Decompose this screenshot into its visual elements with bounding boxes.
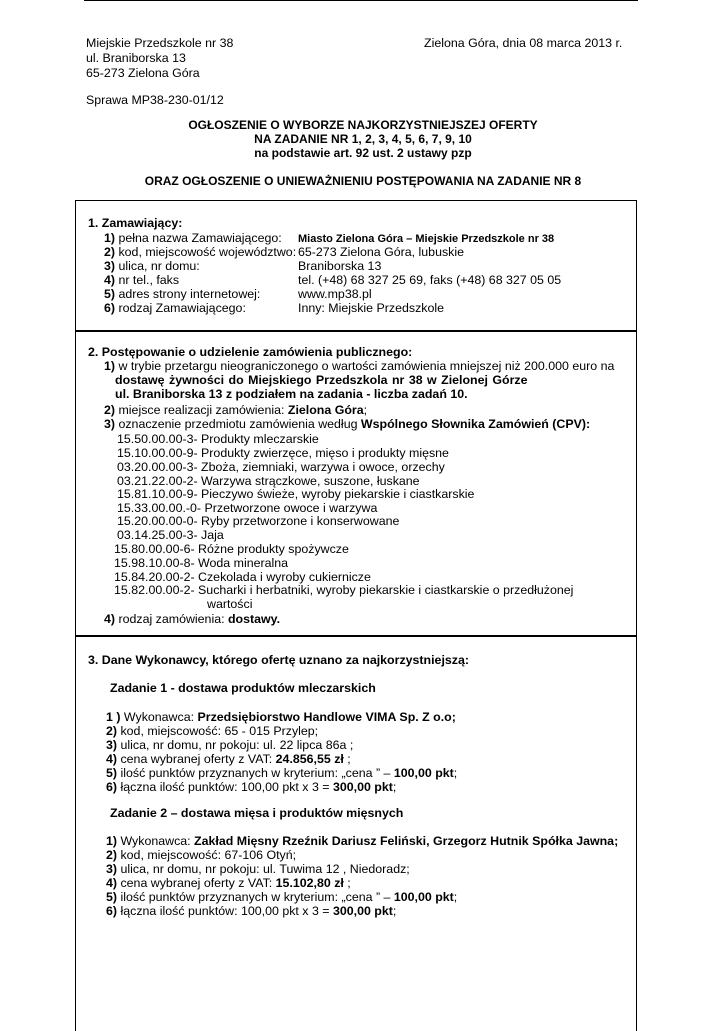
task-2-total-points: 6) łączna ilość punktów: 100,00 pkt x 3 = 300,00 pkt; [106,904,397,918]
cpv-item: 15.82.00.00-2- Sucharki i herbatniki, wyroby piekarskie i ciastkarskie o przedłużonej [114,583,574,597]
title-line-1: OGŁOSZENIE O WYBORZE NAJKORZYSTNIEJSZEJ OFERTY [188,118,538,132]
section-1-row: 5) adres strony internetowej: [104,287,261,301]
section-2-point-1-bold: dostawę żywności do Miejskiego Przedszkola nr 38 w Zielonej Górze [115,373,528,387]
task-2-points: 5) ilość punktów przyznanych w kryterium: „cena ” – 100,00 pkt; [106,890,458,904]
task-1-points: 5) ilość punktów przyznanych w kryterium: „cena ” – 100,00 pkt; [106,766,458,780]
cpv-item: 03.14.25.00-3- Jaja [117,528,224,542]
section-1-row: 2) kod, miejscowość województwo: [104,245,297,259]
title-line-3: na podstawie art. 92 ust. 2 ustawy pzp [254,146,472,160]
task-1-street: 3) ulica, nr domu, nr pokoju: ul. 22 lipca 86a ; [106,738,354,752]
task-2-street: 3) ulica, nr domu, nr pokoju: ul. Tuwima 12 , Niedoradz; [106,862,410,876]
section-3-heading: 3. Dane Wykonawcy, którego ofertę uznano za najkorzystniejszą: [88,653,469,667]
task-2-postcode: 2) kod, miejscowość: 67-106 Otyń; [106,848,297,862]
section-2-heading: 2. Postępowanie o udzielenie zamówienia publicznego: [88,345,413,359]
case-number: Sprawa MP38-230-01/12 [86,93,224,107]
sender-line: ul. Braniborska 13 [86,51,186,65]
task-1-price: 4) cena wybranej oferty z VAT: 24.856,55 zł ; [106,752,351,766]
sender-line: 65-273 Zielona Góra [86,66,200,80]
cpv-item: 15.80.00.00-6- Różne produkty spożywcze [114,542,349,556]
cpv-item: 15.10.00.00-9- Produkty zwierzęce, mięso i produkty mięsne [117,446,449,460]
sender-address [86,36,233,81]
cpv-item: 15.20.00.00-0- Ryby przetworzone i konserwowane [117,514,400,528]
section-2-point-4: 4) rodzaj zamówienia: dostawy. [104,612,281,626]
cpv-item: 15.50.00.00-3- Produkty mleczarskie [117,432,319,446]
task-1-postcode: 2) kod, miejscowość: 65 - 015 Przylep; [106,724,319,738]
title-line-2: NA ZADANIE NR 1, 2, 3, 4, 5, 6, 7, 9, 10 [254,132,472,146]
section-1-heading: 1. Zamawiający: [88,216,183,230]
task-2-contractor: 1) Wykonawca: Zakład Mięsny Rzeźnik Dariusz Feliński, Grzegorz Hutnik Spółka Jawna; [106,834,619,848]
cpv-item: 15.33.00.00.-0- Przetworzone owoce i warzywa [117,501,378,515]
section-1-row: 1) pełna nazwa Zamawiającego: [104,231,282,245]
section-2-point-2: 2) miejsce realizacji zamówienia: Zielona Góra; [104,403,368,417]
cpv-item: 15.81.10.00-9- Pieczywo świeże, wyroby piekarskie i ciastkarskie [117,487,475,501]
title-line-4: ORAZ OGŁOSZENIE O UNIEWAŻNIENIU POSTĘPOWANIA NA ZADANIE NR 8 [144,174,582,188]
section-2-point-1-bold: ul. Braniborska 13 z podziałem na zadania - liczba zadań 10. [115,387,468,401]
section-1-box [75,200,637,332]
top-rule [84,0,638,1]
task-2-price: 4) cena wybranej oferty z VAT: 15.102,80 zł ; [106,876,351,890]
task-1-title: Zadanie 1 - dostawa produktów mleczarskich [110,681,376,695]
document-date: Zielona Góra, dnia 08 marca 2013 r. [424,36,623,50]
cpv-item: 15.98.10.00-8- Woda mineralna [114,556,289,570]
cpv-item: 03.20.00.00-3- Zboża, ziemniaki, warzywa i owoce, orzechy [117,460,445,474]
sender-line: Miejskie Przedszkole nr 38 [86,36,234,50]
section-1-value: Miasto Zielona Góra – Miejskie Przedszkole nr 38 [298,233,555,245]
section-2-point-3: 3) oznaczenie przedmiotu zamówienia według Wspólnego Słownika Zamówień (CPV): [104,417,591,431]
section-1-value: 65-273 Zielona Góra, lubuskie [298,245,464,259]
section-1-row: 6) rodzaj Zamawiającego: [104,301,246,315]
section-3-box [75,635,637,1031]
section-1-value: Braniborska 13 [298,259,382,273]
section-2-point-1: 1) w trybie przetargu nieograniczonego o wartości zamówienia mniejszej niż 200.000 euro na [104,359,615,373]
task-2-title: Zadanie 2 – dostawa mięsa i produktów mięsnych [110,806,404,820]
section-1-value: tel. (+48) 68 327 25 69, faks (+48) 68 327 05 05 [298,273,562,287]
section-1-row: 4) nr tel., faks [104,273,180,287]
cpv-item-continuation: wartości [207,597,253,611]
section-1-value: Inny: Miejskie Przedszkole [298,301,444,315]
section-2-box [75,330,637,637]
section-1-row: 3) ulica, nr domu: [104,259,200,273]
cpv-item: 15.84.20.00-2- Czekolada i wyroby cukiernicze [114,570,371,584]
section-1-value: www.mp38.pl [298,287,372,301]
task-1-contractor: 1 ) Wykonawca: Przedsiębiorstwo Handlowe VIMA Sp. Z o.o; [106,710,456,724]
cpv-item: 03.21.22.00-2- Warzywa strączkowe, suszone, łuskane [117,474,420,488]
task-1-total-points: 6) łączna ilość punktów: 100,00 pkt x 3 = 300,00 pkt; [106,780,397,794]
